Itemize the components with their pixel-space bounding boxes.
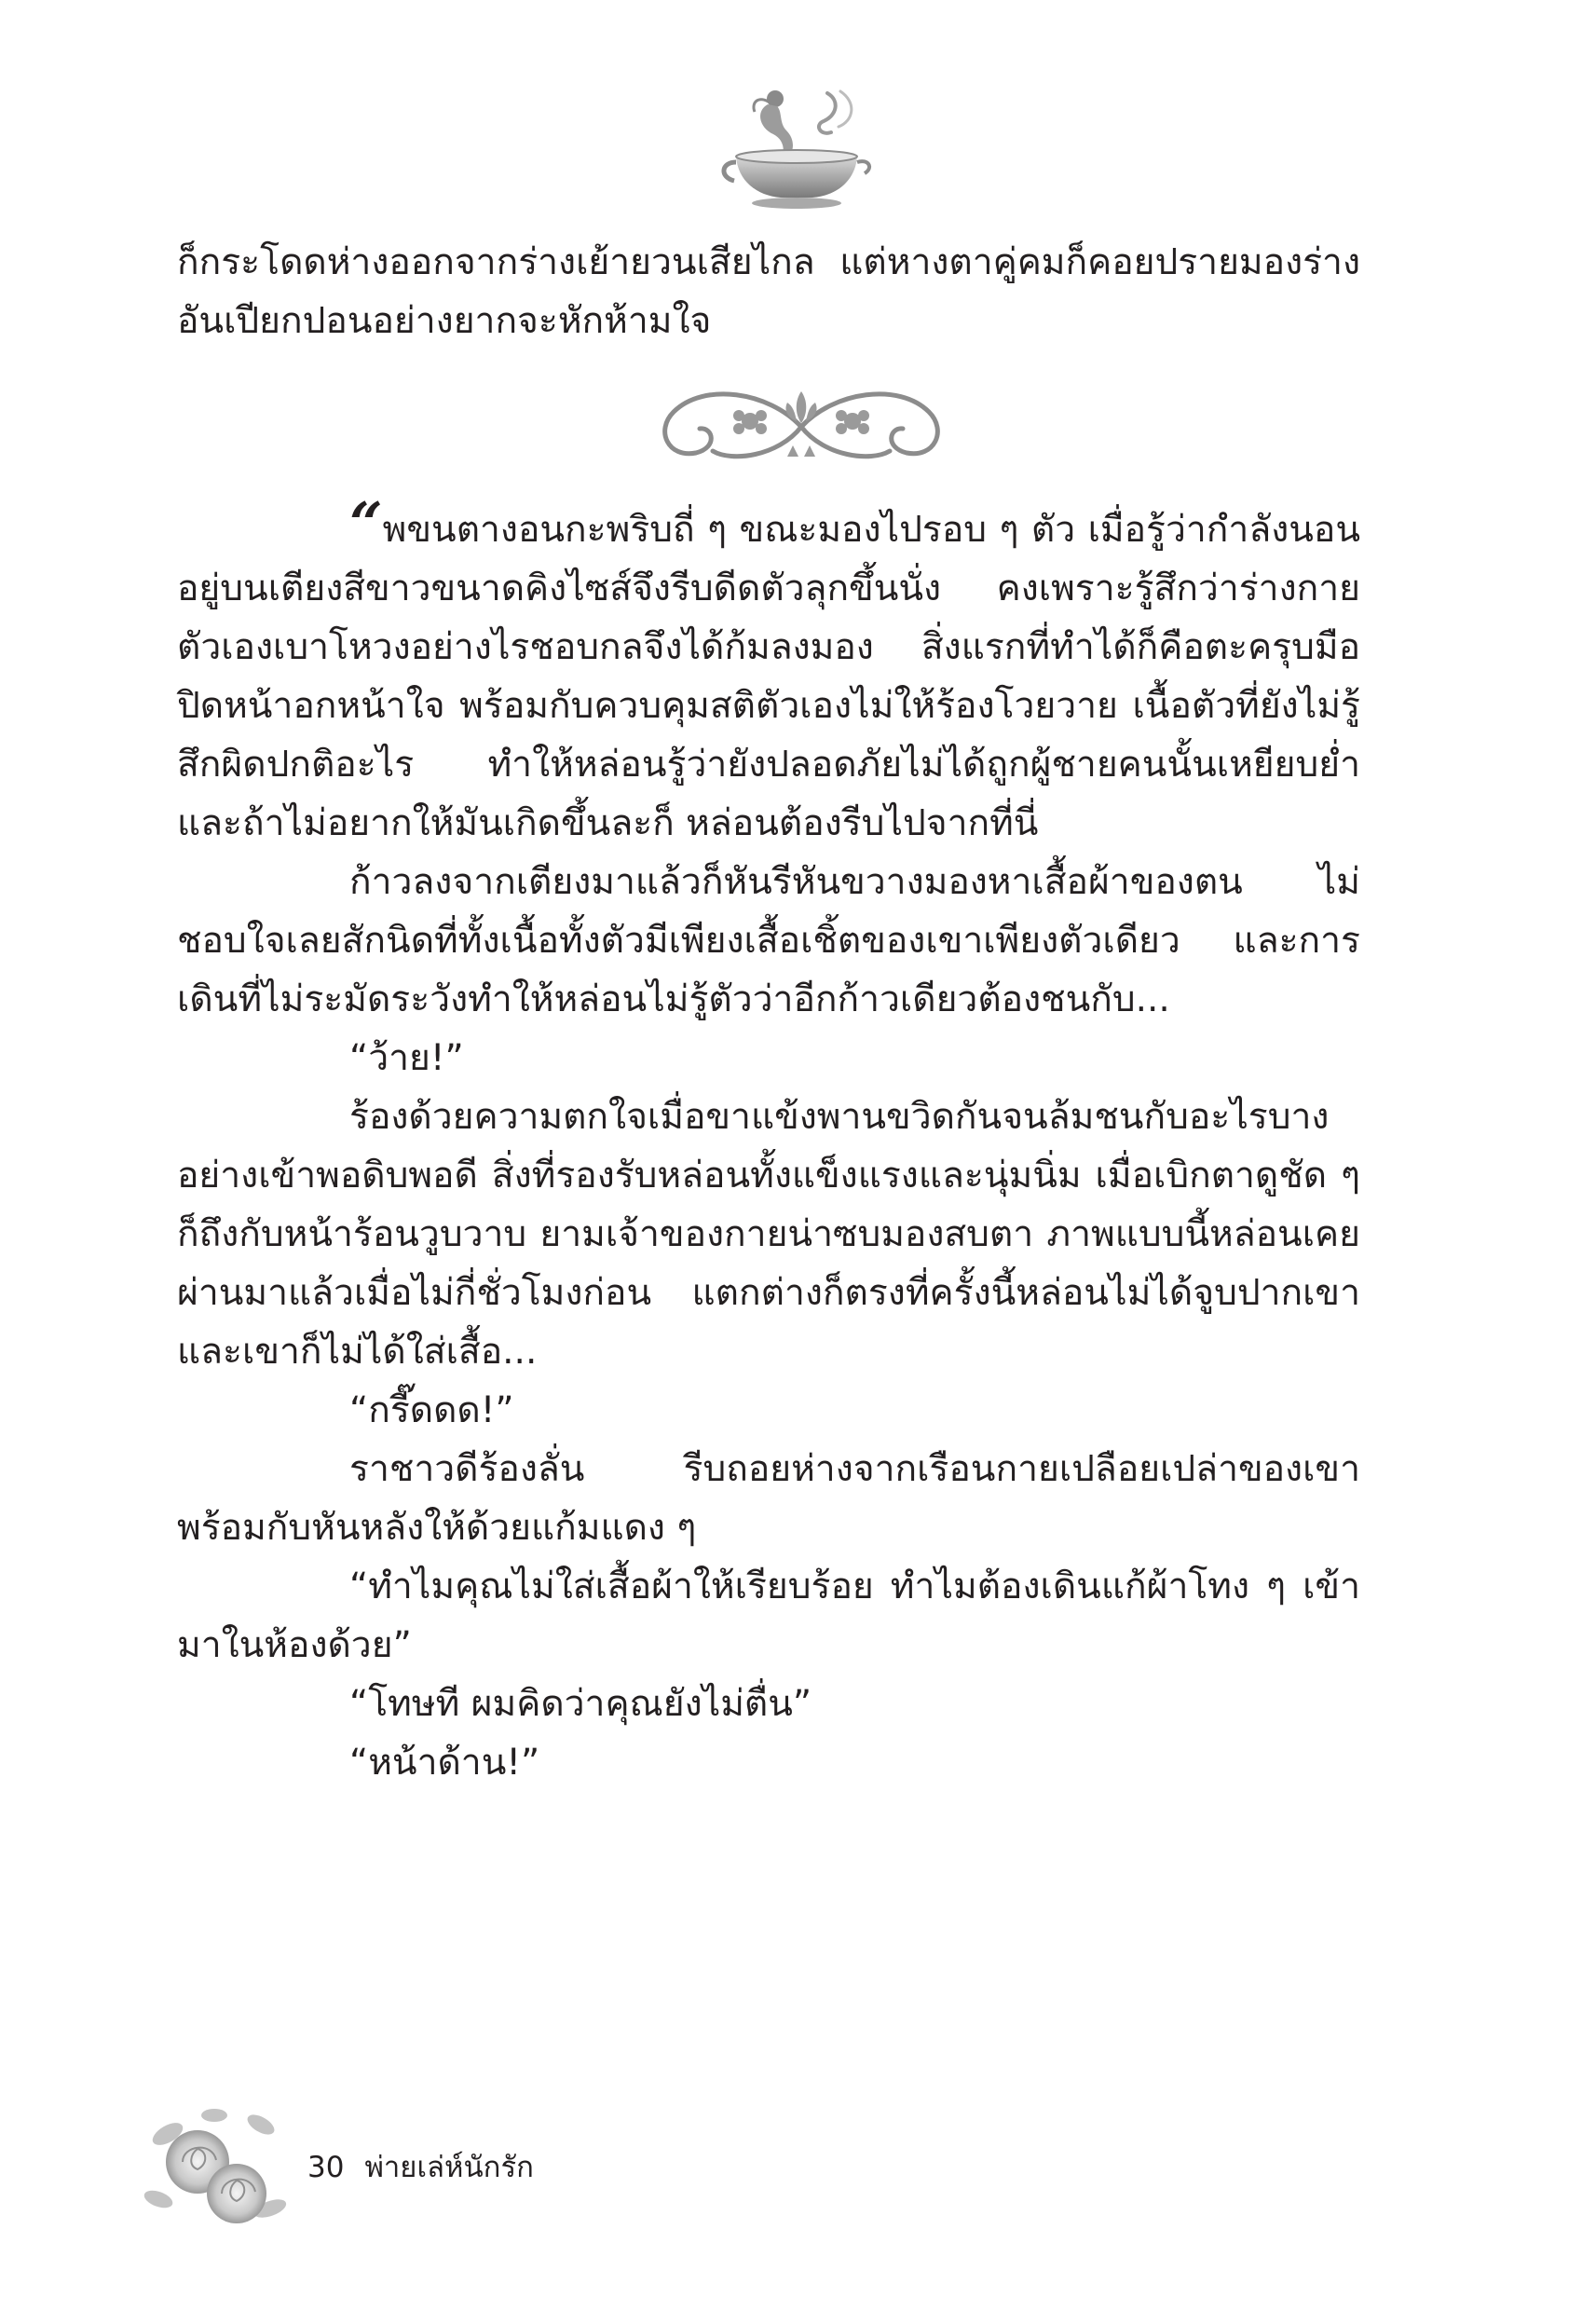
dialogue-line-2: “กรี๊ดดด!” [349, 1389, 514, 1431]
dialogue-line-1: “ว้าย!” [349, 1037, 464, 1079]
first-paragraph-text: พขนตางอนกะพริบถี่ ๆ ขณะมองไปรอบ ๆ ตัว เมื่อรู้ว่ากำลังนอนอยู่บนเตียงสีขาวขนาดคิงไซส์จึงรีบดีดตัวลุกขึ้นนั่ง คงเพราะรู้สึกว่าร่างกายตัวเองเบาโหวงอย่างไรชอบกลจึงได้ก้มลงมอง สิ่งแรกที่ทำได้ก็คือตะครุบมือปิดหน้าอกหน้าใจ พร้อมกับควบคุมสติตัวเองไม่ให้ร้องโวยวาย เนื้อตัวที่ยังไม่รู้สึกผิดปกติอะไร ทำให้หล่อนรู้ว่ายังปลอดภัยไม่ได้ถูกผู้ชายคนนั้นเหยียบย่ำ และถ้าไม่อยากให้มันเกิดขึ้นละก็ หล่อนต้องรีบไปจากที่นี่ [177, 509, 1360, 844]
opening-text-block [177, 233, 1360, 350]
paragraph-5: “ทำไมคุณไม่ใส่เสื้อผ้าให้เรียบร้อย ทำไมต้องเดินแก้ผ้าโทง ๆ เข้ามาในห้องด้วย” [177, 1566, 1360, 1666]
paragraph-3: ร้องด้วยความตกใจเมื่อขาแข้งพานขวิดกันจนล้มชนกับอะไรบางอย่างเข้าพอดิบพอดี สิ่งที่รองรับหล่อนทั้งแข็งแรงและนุ่มนิ่ม เมื่อเบิกตาดูชัด ๆ ก็ถึงกับหน้าร้อนวูบวาบ ยามเจ้าของกายน่าซบมองสบตา ภาพแบบนี้หล่อนเคยผ่านมาแล้วเมื่อไม่กี่ชั่วโมงก่อน แตกต่างก็ตรงที่ครั้งนี้หล่อนไม่ได้จูบปากเขา และเขาก็ไม่ได้ใส่เสื้อ... [177, 1096, 1360, 1373]
paragraph-4: ราชาวดีร้องลั่น รีบถอยห่างจากเรือนกายเปลือยเปล่าของเขา พร้อมกับหันหลังให้ด้วยแก้มแดง ๆ [177, 1448, 1360, 1549]
chapter-text-block [177, 489, 1360, 1792]
dialogue-line-3: “โทษที ผมคิดว่าคุณยังไม่ตื่น” [349, 1683, 812, 1725]
book-title: พ่ายเล่ห์นักรัก [364, 2151, 534, 2184]
page-footer [140, 2097, 699, 2246]
footer-text [307, 2143, 534, 2190]
paragraph-2: ก้าวลงจากเตียงมาแล้วก็หันรีหันขวางมองหาเสื้อผ้าของตน ไม่ชอบใจเลยสักนิดที่ทั้งเนื้อทั้งตัวมีเพียงเสื้อเชิ้ตของเขาเพียงตัวเดียว และการเดินที่ไม่ระมัดระวังทำให้หล่อนไม่รู้ตัวว่าอีกก้าวเดียวต้องชนกับ... [177, 861, 1360, 1020]
rose-bouquet-icon [140, 2097, 289, 2246]
first-paragraph [177, 489, 1360, 853]
mermaid-teacup-icon [717, 84, 876, 214]
dialogue-line-4: “หน้าด้าน!” [349, 1742, 540, 1784]
page-number: 30 [307, 2151, 345, 2184]
opening-quote-mark: “ [349, 489, 374, 557]
opening-paragraph: ก็กระโดดห่างออกจากร่างเย้ายวนเสียไกล แต่หางตาคู่คมก็คอยปรายมองร่างอันเปียกปอนอย่างยากจะหักห้ามใจ [177, 241, 1360, 342]
floral-infinity-divider-icon [648, 373, 955, 475]
